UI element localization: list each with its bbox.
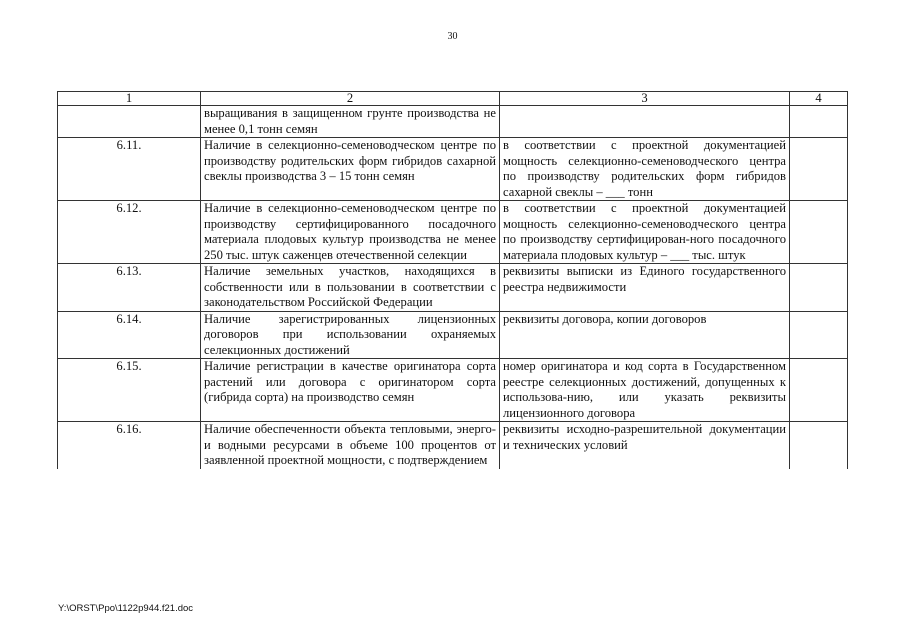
requirement-cell: Наличие регистрации в качестве оригинатора сорта растений или договора с оригинатором сорта (гибрида сорта) на производство семян: [201, 359, 500, 422]
table-row: [58, 264, 848, 312]
document-cell: реквизиты договора, копии договоров: [500, 311, 790, 359]
table-row: [58, 311, 848, 359]
requirement-cell: Наличие обеспеченности объекта тепловыми, энерго- и водными ресурсами в объеме 100 процентов от заявленной проектной мощности, с подтверждением: [201, 422, 500, 469]
document-cell: [500, 106, 790, 138]
note-cell: [790, 311, 848, 359]
header-col-3: 3: [500, 92, 790, 106]
note-cell: [790, 422, 848, 469]
requirement-cell: Наличие земельных участков, находящихся в собственности или в пользовании в соответствии с законодательством Российской Федерации: [201, 264, 500, 312]
row-number: [58, 106, 201, 138]
document-cell: номер оригинатора и код сорта в Государственном реестре селекционных достижений, допущенных к использова-нию, или указать реквизиты лицензионного договора: [500, 359, 790, 422]
document-cell: реквизиты исходно-разрешительной документации и технических условий: [500, 422, 790, 469]
requirement-cell: Наличие зарегистрированных лицензионных договоров при использовании охраняемых селекционных достижений: [201, 311, 500, 359]
note-cell: [790, 106, 848, 138]
note-cell: [790, 138, 848, 201]
table-header-row: [58, 92, 848, 106]
header-col-4: 4: [790, 92, 848, 106]
row-number: 6.11.: [58, 138, 201, 201]
row-number: 6.13.: [58, 264, 201, 312]
document-cell: в соответствии с проектной документацией мощность селекционно-семеноводческого центра по производству родительских форм гибридов сахарной свеклы – ___ тонн: [500, 138, 790, 201]
header-col-1: 1: [58, 92, 201, 106]
table-row: [58, 359, 848, 422]
table-row: [58, 201, 848, 264]
header-col-2: 2: [201, 92, 500, 106]
file-path-footer: Y:\ORST\Ppo\1122p944.f21.doc: [58, 603, 194, 614]
requirement-cell: выращивания в защищенном грунте производства не менее 0,1 тонн семян: [201, 106, 500, 138]
table-row: [58, 138, 848, 201]
requirement-cell: Наличие в селекционно-семеноводческом центре по производству сертифицированного посадочного материала плодовых культур производства не менее 250 тыс. штук саженцев отечественной селекции: [201, 201, 500, 264]
table-row: [58, 422, 848, 469]
document-cell: реквизиты выписки из Единого государственного реестра недвижимости: [500, 264, 790, 312]
note-cell: [790, 201, 848, 264]
document-cell: в соответствии с проектной документацией мощность селекционно-семеноводческого центра по производству сертифицирован-ного посадочного материала плодовых культур – ___ тыс. штук: [500, 201, 790, 264]
note-cell: [790, 264, 848, 312]
row-number: 6.12.: [58, 201, 201, 264]
row-number: 6.16.: [58, 422, 201, 469]
requirements-table: [57, 91, 848, 469]
note-cell: [790, 359, 848, 422]
page-number: 30: [447, 31, 458, 42]
table-row: [58, 106, 848, 138]
requirement-cell: Наличие в селекционно-семеноводческом центре по производству родительских форм гибридов сахарной свеклы производства 3 – 15 тонн семян: [201, 138, 500, 201]
row-number: 6.14.: [58, 311, 201, 359]
row-number: 6.15.: [58, 359, 201, 422]
